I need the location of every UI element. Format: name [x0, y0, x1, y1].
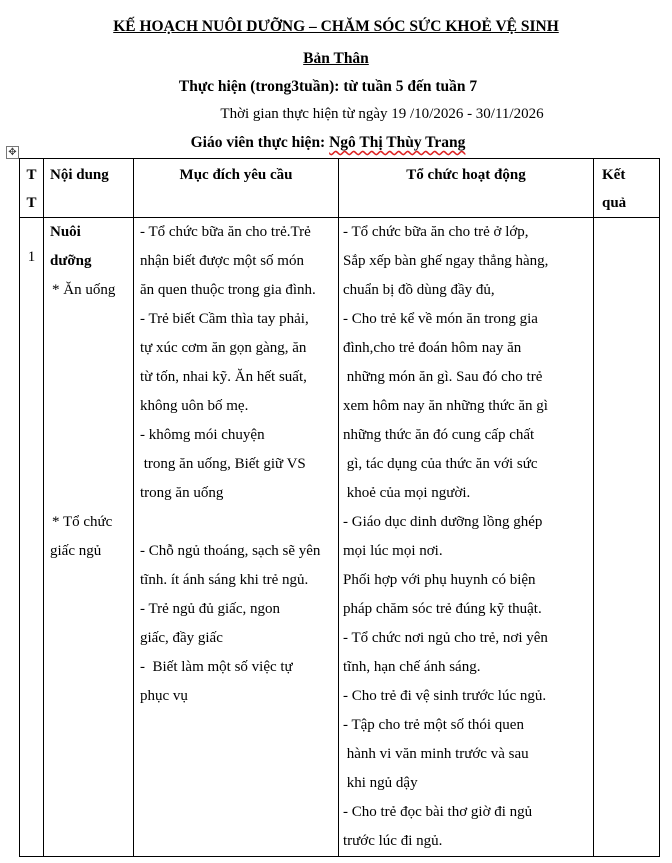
- activity-line: những món ăn gì. Sau đó cho trẻ: [343, 369, 543, 385]
- activity-line: chuẩn bị đồ dùng đầy đủ,: [343, 282, 495, 298]
- teacher-label: Giáo viên thực hiện:: [190, 134, 330, 151]
- activity-line: Sắp xếp bàn ghế ngay thẳng hàng,: [343, 253, 549, 269]
- activity-line: - Giáo dục dinh dưỡng lồng ghép: [343, 514, 543, 530]
- header-muc-dich: Mục đích yêu cầu: [134, 159, 339, 218]
- objective-line: - khômg mói chuyện: [140, 427, 265, 443]
- content-title-2: dưỡng: [50, 253, 92, 269]
- objective-line: [140, 508, 332, 537]
- objective-line: ăn quen thuộc trong gia đình.: [140, 282, 316, 298]
- teacher-line: [0, 134, 664, 152]
- activity-line: tĩnh, hạn chế ánh sáng.: [343, 659, 481, 675]
- document-title: KẾ HOẠCH NUÔI DƯỠNG – CHĂM SÓC SỨC KHOẺ VỆ SINH: [113, 18, 559, 35]
- period-line: Thời gian thực hiện từ ngày 19 /10/2026 - 30/11/2026: [220, 106, 544, 122]
- theme-title: Bản Thân: [303, 50, 369, 67]
- objective-line: - Trẻ ngủ đủ giấc, ngon: [140, 601, 280, 617]
- table-move-handle-icon[interactable]: ✥: [6, 146, 19, 159]
- cell-to-chuc: [339, 218, 594, 857]
- activity-line: khi ngủ dậy: [343, 775, 418, 791]
- objective-line: tĩnh. ít ánh sáng khi trẻ ngủ.: [140, 572, 309, 588]
- objective-line: trong ăn uống: [140, 485, 224, 501]
- objective-line: - Tổ chức bữa ăn cho trẻ.Trẻ: [140, 224, 311, 240]
- activity-line: những thức ăn đó cung cấp chất: [343, 427, 535, 443]
- activity-line: - Cho trẻ đọc bài thơ giờ đi ngủ: [343, 804, 533, 820]
- header-ket-qua: Kết quả: [594, 159, 660, 218]
- plan-table: [19, 158, 660, 857]
- activity-line: - Tổ chức nơi ngủ cho trẻ, nơi yên: [343, 630, 548, 646]
- activity-line: mọi lúc mọi nơi.: [343, 543, 443, 559]
- objective-line: phục vụ: [140, 688, 188, 704]
- cell-noi-dung: [44, 218, 134, 857]
- objective-line: - Biết làm một số việc tự: [140, 659, 293, 675]
- activity-line: - Tập cho trẻ một số thói quen: [343, 717, 524, 733]
- activity-line: trước lúc đi ngủ.: [343, 833, 443, 849]
- activity-line: Phối hợp với phụ huynh có biện: [343, 572, 536, 588]
- objective-line: trong ăn uống, Biết giữ VS: [140, 456, 306, 472]
- objective-line: - Trẻ biết Cầm thìa tay phải,: [140, 311, 309, 327]
- header-to-chuc: Tổ chức hoạt động: [339, 159, 594, 218]
- cell-muc-dich: [134, 218, 339, 857]
- cell-ket-qua: [594, 218, 660, 857]
- activity-line: xem hôm nay ăn những thức ăn gì: [343, 398, 548, 414]
- content-item-sleep-a: * Tổ chức: [52, 514, 113, 530]
- row-number: 1: [27, 249, 36, 265]
- objective-line: nhận biết được một số món: [140, 253, 304, 269]
- activity-line: pháp chăm sóc trẻ đúng kỹ thuật.: [343, 601, 542, 617]
- content-item-eating: * Ăn uống: [52, 282, 116, 298]
- objective-line: tự xúc cơm ăn gọn gàng, ăn: [140, 340, 307, 356]
- cell-stt: [20, 218, 44, 857]
- objective-line: từ tốn, nhai kỹ. Ăn hết suất,: [140, 369, 307, 385]
- content-item-sleep-b: giấc ngủ: [50, 543, 102, 559]
- activity-line: hành vi văn minh trước và sau: [343, 746, 529, 762]
- objective-line: - Chỗ ngủ thoáng, sạch sẽ yên: [140, 543, 321, 559]
- teacher-name: Ngô Thị Thùy Trang: [329, 134, 466, 151]
- duration-line: Thực hiện (trong3tuần): từ tuần 5 đến tuần 7: [178, 78, 478, 95]
- activity-line: khoẻ của mọi người.: [343, 485, 471, 501]
- activity-line: đình,cho trẻ đoán hôm nay ăn: [343, 340, 522, 356]
- header-noi-dung: Nội dung: [44, 159, 134, 218]
- activity-line: gì, tác dụng của thức ăn với sức: [343, 456, 538, 472]
- activity-line: - Cho trẻ kể về món ăn trong gia: [343, 311, 538, 327]
- table-row: [20, 218, 660, 857]
- objective-line: giấc, đầy giấc: [140, 630, 223, 646]
- table-header-row: [20, 159, 660, 218]
- activity-line: - Tổ chức bữa ăn cho trẻ ở lớp,: [343, 224, 529, 240]
- header-tt: T T: [20, 159, 44, 218]
- activity-line: - Cho trẻ đi vệ sinh trước lúc ngủ.: [343, 688, 547, 704]
- content-title-1: Nuôi: [50, 224, 81, 240]
- objective-line: không uôn bố mẹ.: [140, 398, 249, 414]
